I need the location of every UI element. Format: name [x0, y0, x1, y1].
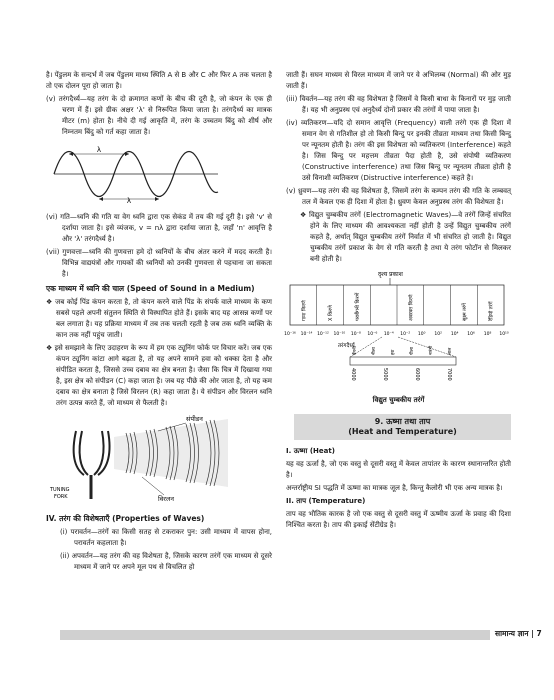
fork-prong-right [94, 431, 110, 475]
power-label: 10⁻¹⁴ [300, 332, 313, 337]
sine-wave-figure [46, 142, 226, 204]
power-label: 10⁰ [417, 332, 426, 337]
diffraction-paragraph: (iii) विवर्तन—यह तरंग की वह विशेषता है जिसमें वे किसी बाधा के किनारों पर मुड़ जाती हैं। यह भी अनुप्रस्थ एवं अनुदैर्ध्य दोनों प्रकार की तरंगों में पाया जाता है। [286, 95, 511, 114]
visible-tick-label: 5000 [382, 368, 388, 381]
lambda-label-top: λ [96, 146, 102, 154]
bullet-vibration: ❖ जब कोई पिंड कंपन करता है, तो कंपन करने वाले पिंड के संपर्क वाले माध्यम के कण सबसे पहले अपनी संतुलन स्थिति से विस्थापित होते हैं। इसके बाद यह आसन्न कणों पर बल लगाता है। यह प्रक्रिया माध्यम में तब तक चलती रहती है जब तक ध्वनि व्यक्ति के कान तक नहीं पहुंच जाती। [46, 298, 272, 339]
speed-paragraph: (vi) गति—ध्वनि की गति या वेग ध्वनि द्वारा एक सेकंड में तय की गई दूरी है। इसे 'v' से दर्शाया जाता है। इसे व्यंजक, v = nλ द्वारा दर्शाया जाता है, जहाँ 'n' आवृत्ति है और 'λ' तरंगदैर्ध्य है। [46, 213, 272, 243]
heat-heading-line2: (Heat and Temperature) [348, 427, 457, 436]
wavelength-paragraph: (v) तरंगदैर्ध्य—यह तरंग के दो क्रमागत कणों के बीच की दूरी है, जो कंपन के एक ही चरण में हैं। इसे ग्रीक अक्षर 'λ' से निरूपित किया जाता है। तरंगदैर्ध्य का मात्रक मीटर (m) होता है। नीचे दी गई आकृति में, तरंग के उच्चतम बिंदु को शीर्ष और निम्नतम बिंदु को गर्त कहा जाता है। [46, 95, 272, 136]
power-label: 10⁸ [483, 332, 492, 337]
footer-label [495, 629, 542, 639]
em-spectrum-diagram [286, 269, 511, 391]
power-label: 10⁻¹² [317, 332, 329, 337]
color-label: हरा [391, 349, 396, 355]
heat-paragraph-2: अन्तर्राष्ट्रीय SI पद्धति में ऊष्मा का मात्रक जूल है, किन्तु कैलोरी भी एक अन्य मात्रक है। [286, 484, 503, 492]
bullet-icon: ❖ [46, 298, 56, 306]
tuning-fork-diagram [46, 413, 272, 509]
power-label: 10⁻⁸ [350, 332, 361, 337]
color-label: नारंगी [429, 345, 434, 355]
interference-paragraph: (iv) व्यतिकरण—यदि दो समान आवृत्ति (Frequency) वाली तरंगे एक ही दिशा में समान वेग से गतिशील हो तो किसी बिन्दु पर इनकी तीव्रता माध्यम तथा किसी बिन्दु पर न्यूनतम होती है। तरंग की इस विशेषता को व्यतिकरण (Interference) कहते है। जिस बिन्दु पर महत्तम तीव्रता पैदा होती है, उसे संपोषी व्यतिकरण (Constructive interference) तथा जिस बिन्दु पर न्यूनतम तीव्रता होती है उसे विनाशी व्यतिकरण (Distructive interference) कहते है। [286, 119, 511, 182]
refraction-continued: जाती हैं। सघन माध्यम से विरल माध्यम में जाने पर वे अभिलम्ब (Normal) की ओर मुड़ जाती हैं। [286, 71, 511, 90]
wave-diagram [46, 142, 272, 208]
band-label: X किरणे [328, 305, 335, 321]
temperature-subheading: II. ताप (Temperature) [286, 497, 366, 505]
visible-light-label: दृश्य प्रकाश [378, 271, 403, 278]
color-label: लाल [448, 347, 453, 355]
power-label: 10⁻⁴ [383, 332, 394, 337]
heat-heading-box [294, 414, 511, 440]
em-spectrum-figure [286, 269, 511, 387]
spectrum-caption: विद्युत चुम्बकीय तरंगें [372, 396, 425, 404]
visible-colors [351, 345, 453, 355]
visible-tick-label: 6000 [414, 368, 420, 381]
color-label: बैंगनी [353, 346, 358, 355]
color-label: पीला [410, 347, 415, 355]
temperature-paragraph: ताप वह भौतिक कारक है जो एक वस्तु से दूसरी वस्तु में ऊष्मीय ऊर्जा के प्रवाह की दिशा निश्चित करता है। ताप की इकाई सेंटीग्रेड है। [286, 510, 511, 529]
heat-heading-line1: 9. ऊष्मा तथा ताप [374, 417, 431, 426]
speed-heading: एक माध्यम में ध्वनि की चाल (Speed of Sound in a Medium) [46, 284, 255, 293]
spectrum-powers [284, 331, 509, 337]
power-label: 10⁻¹⁶ [284, 332, 296, 337]
power-label: 10⁻² [400, 332, 411, 337]
power-label: 10⁻¹⁰ [333, 332, 346, 337]
tuning-label-1: TUNING [50, 487, 70, 493]
compression-label: संपीडन [186, 415, 203, 423]
power-label: 10² [434, 332, 442, 337]
footer-separator: | [531, 629, 534, 638]
polarization-paragraph: (v) ध्रुवण—यह तरंग की वह विशेषता है, जिसमें तरंग के कम्पन तरंग की गति के लम्बवत् तल में केवल एक ही दिशा में होता है। ध्रुवण केवल अनुप्रस्थ तरंग की विशेषता है। [286, 187, 511, 206]
visible-tick-label: 7000 [446, 368, 452, 381]
visible-ticks [350, 368, 452, 381]
right-column [286, 70, 511, 533]
intro-paragraph: है। पेंडुलम के सन्दर्भ में जब पेंडुलम माध्य स्थिति A से B और C और फिर A तक चलता है तो एक दोलन पूरा हो जाता है। [46, 71, 272, 90]
quality-paragraph: (vii) गुणवत्ता—ध्वनि की गुणवत्ता हमे दो ध्वनियों के बीच अंतर करने में मदद करती है। विभिन्न वाद्ययंत्रों और गायकों की ध्वनियों को उनकी गुणवत्ता से पहचाना जा सकता है। [46, 248, 272, 278]
page-number: 7 [536, 629, 542, 638]
wavelength-label: तरंगदैर्ध्य [338, 343, 355, 349]
reflection-paragraph: (i) परावर्तन—तरंगें का किसी सतह से टकराकर पुन: उसी माध्यम में वापस होना, परावर्तन कहलाता है। [60, 528, 272, 547]
power-label: 10⁻⁶ [367, 332, 378, 337]
band-label: गामा किरणे [301, 300, 308, 321]
left-column [46, 70, 272, 575]
fork-prong-left [74, 431, 88, 475]
color-label: नीला [372, 347, 377, 355]
band-label: अवरक्त किरणे [408, 294, 415, 321]
power-label: 10⁶ [467, 332, 475, 337]
footer-book-title: सामान्य ज्ञान [495, 629, 529, 638]
tuning-label-2: FORK [54, 494, 68, 500]
band-label: सूक्ष्म तरंगें [461, 303, 468, 321]
footer-bar [60, 630, 490, 640]
rarefaction-label: विरलन [158, 495, 174, 503]
bullet-tuning-fork: ❖ इसे समझाने के लिए उदाहरण के रूप में हम एक ट्यूनिंग फोर्क पर विचार करें। जब एक कंपन ट्यूनिंग कांटा आगे बढ़ता है, तो यह अपने सामने हवा को धक्का देता है और संपीडित करता है, जिससे उच्च दबाव का क्षेत्र बनता है। जैसा कि चित्र में दिखाया गया है, इस क्षेत्र को संपीडन (C) कहा जाता है। जब यह पीछे की ओर जाता है, तो यह कम दबाव का क्षेत्र बनाता है जिसे विरलन (R) कहा जाता है। ये संपीडन और विरलन ध्वनि तरंग उत्पन्न करते हैं, जो माध्यम से फैलती है। [46, 344, 272, 407]
bullet-icon: ❖ [46, 344, 55, 352]
band-label: पराबैंगनी किरणें [354, 292, 361, 321]
lambda-label-bottom: λ [126, 197, 132, 205]
page-footer [0, 627, 554, 643]
power-label: 10⁴ [450, 332, 459, 337]
waves-heading: IV. तरंग की विशेषताएँ (Properties of Waves) [46, 514, 205, 523]
bullet-icon: ❖ [300, 211, 310, 219]
visible-band [350, 357, 456, 365]
refraction-paragraph: (ii) अपवर्तन—यह तरंग की वह विशेषता है, जिसके कारण तरंगें एक माध्यम से दूसरे माध्यम में जाने पर अपने मूल पथ से विचलित हो [60, 552, 272, 571]
bullet-em-waves: ❖ विद्युत चुम्बकीय तरंगें (Electromagnetic Waves)—वे तरंगें जिन्हें संचरित होने के लिए माध्यम की आवश्यकता नहीं होती है उन्हें विद्युत चुम्बकीय तरंगें कहते है, अर्थात् विद्युत चुम्बकीय तरंगें निर्वात में भी संचरित हो जाती है। विद्युत चुम्बकीय तरंगें प्रकाश के वेग से गति करती है तथा ये तरंग फोटॉन से मिलकर बनी होती है। [300, 211, 511, 263]
visible-tick-label: 4000 [350, 368, 356, 381]
heat-subheading: I. ऊष्मा (Heat) [286, 447, 335, 455]
heat-paragraph-1: यह वह ऊर्जा है, जो एक वस्तु से दूसरी वस्तु में केवल तापांतर के कारण स्थानान्तरित होती है। [286, 460, 511, 479]
tuning-fork-figure [46, 413, 272, 505]
power-label: 10¹⁰ [499, 332, 509, 337]
band-label: रेडियो तरंगें [488, 301, 495, 321]
